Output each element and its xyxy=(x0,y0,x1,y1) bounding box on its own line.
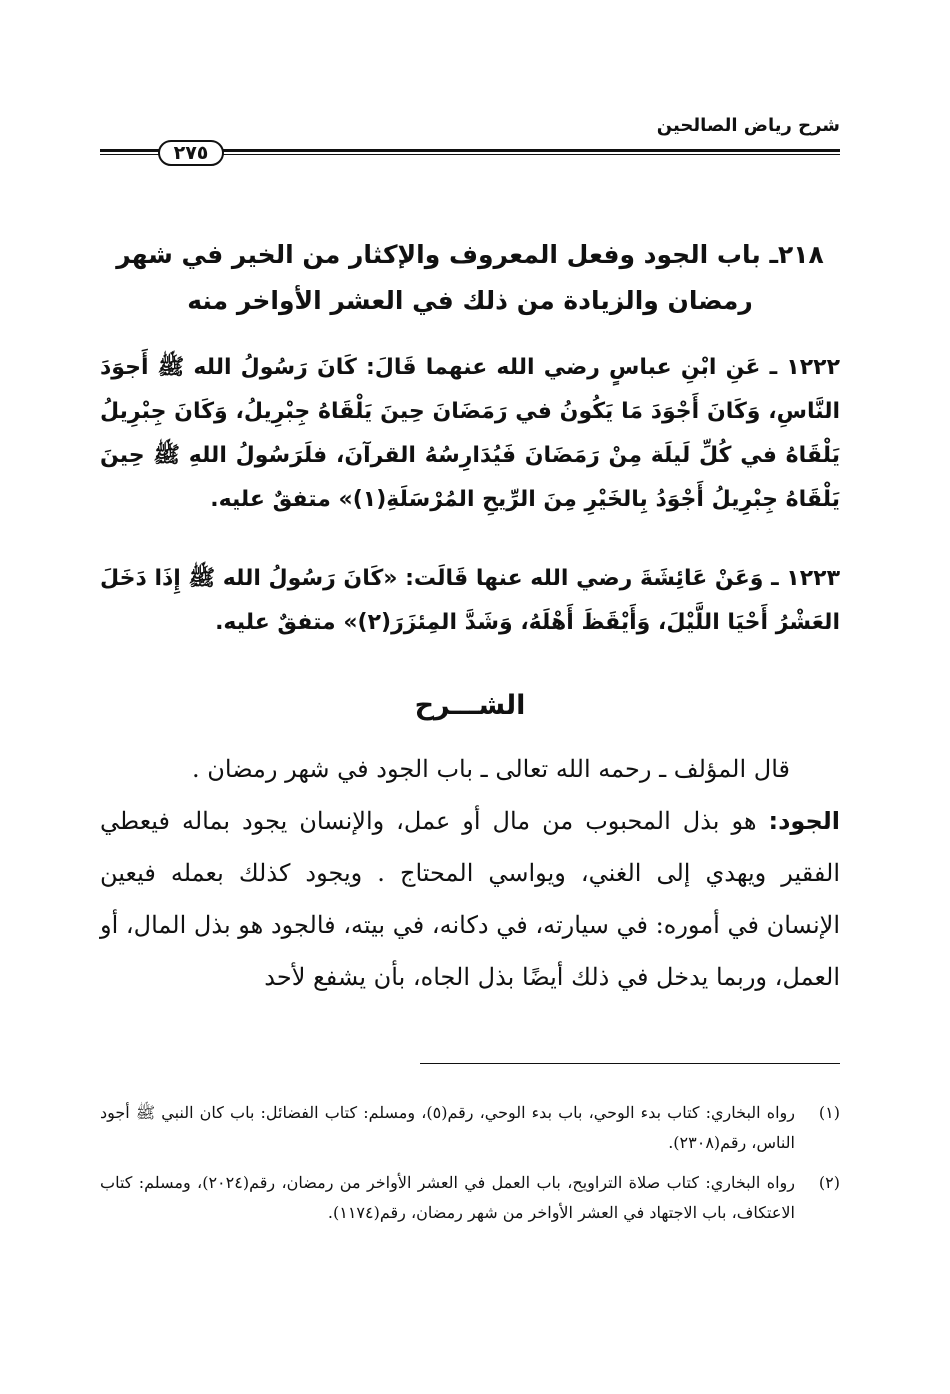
header-rule-left xyxy=(100,149,162,155)
commentary-heading: الشـــرح xyxy=(414,690,526,721)
footnote-2 xyxy=(100,1168,840,1228)
defined-term: الجود: xyxy=(768,807,840,835)
hadith-1222: ١٢٢٢ ـ عَنِ ابْنِ عباسٍ رضي الله عنهما قَالَ: كَانَ رَسُولُ الله ﷺ أَجوَدَ النَّاسِ، وَكَانَ أَجْوَدَ مَا يَكُونُ في رَمَضَانَ حِينَ يَلْقَاهُ جِبْرِيلُ، وَكَانَ جِبْرِيلُ يَلْقَاهُ في كُلِّ لَيلَة مِنْ رَمَضَانَ فَيُدَارِسُهُ القرآنَ، فلَرَسُولُ اللهِ ﷺ حِينَ يَلْقَاهُ جِبْرِيلُ أَجْوَدُ بِالخَيْرِ مِنَ الرِّيحِ المُرْسَلَةِ(١)» متفقٌ عليه. xyxy=(100,355,840,512)
footnote-text: رواه البخاري: كتاب بدء الوحي، باب بدء الوحي، رقم(٥)، ومسلم: كتاب الفضائل: باب كان النبي ﷺ أجود الناس، رقم(٢٣٠٨). xyxy=(100,1103,795,1152)
chapter-title: ٢١٨ـ باب الجود وفعل المعروف والإكثار من الخير في شهر رمضان والزيادة من ذلك في العشر الأواخر منه xyxy=(116,240,824,315)
running-head-title: شرح رياض الصالحين xyxy=(656,115,840,136)
footnote-1 xyxy=(100,1098,840,1158)
hadith-1223: ١٢٢٣ ـ وَعَنْ عَائِشَةَ رضي الله عنها قَالَت: «كَانَ رَسُولُ الله ﷺ إِذَا دَخَلَ العَشْرُ أَحْيَا اللَّيْلَ، وَأَيْقَظَ أَهْلَهُ، وَشَدَّ المِئزَرَ(٢)» متفقٌ عليه. xyxy=(100,566,840,635)
header-rule xyxy=(100,140,840,168)
header-rule-right xyxy=(220,149,840,155)
page-number-badge: ٢٧٥ xyxy=(158,140,224,166)
footnote-number: (١) xyxy=(818,1103,840,1122)
commentary-paragraph xyxy=(100,795,840,1003)
commentary-intro: قال المؤلف ـ رحمه الله تعالى ـ باب الجود في شهر رمضان . xyxy=(192,755,790,783)
footnote-number: (٢) xyxy=(818,1173,840,1192)
footnote-text: رواه البخاري: كتاب صلاة التراويح، باب العمل في العشر الأواخر من رمضان، رقم(٢٠٢٤)، ومسلم: كتاب الاعتكاف، باب الاجتهاد في العشر الأواخر من شهر رمضان، رقم(١١٧٤). xyxy=(100,1173,795,1222)
commentary-paragraph-text: هو بذل المحبوب من مال أو عمل، والإنسان يجود بماله فيعطي الفقير ويهدي إلى الغني، ويواسي المحتاج . ويجود كذلك بعمله فيعين الإنسان في أموره: في سيارته، في دكانه، في بيته، فالجود هو بذل المال، أو العمل، وربما يدخل في ذلك أيضًا بذل الجاه، بأن يشفع لأحد xyxy=(100,807,841,991)
footnote-separator xyxy=(420,1063,840,1064)
